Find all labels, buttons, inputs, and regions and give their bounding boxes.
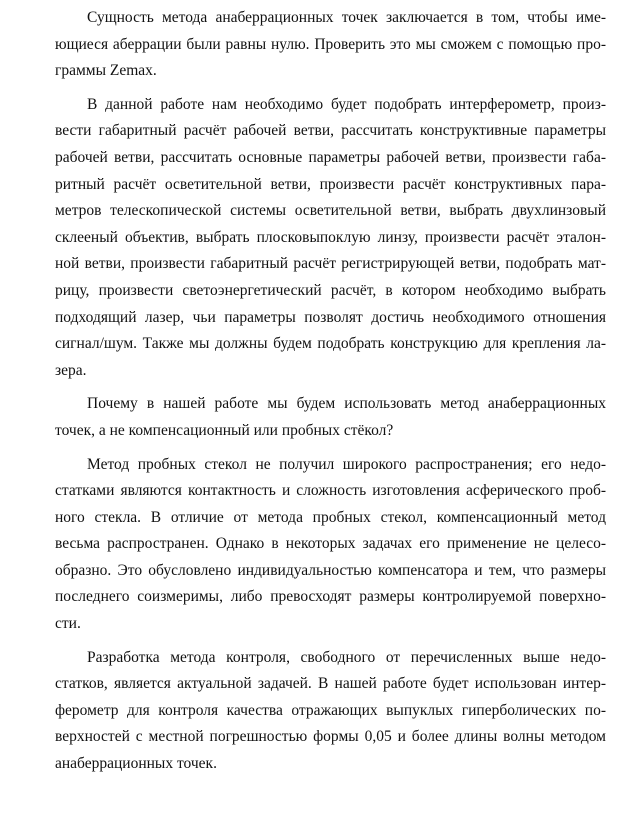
text-line: рабочей ветви, рассчитать основные параметры рабочей ветви, произвести габа- bbox=[55, 148, 606, 166]
paragraph bbox=[55, 92, 606, 385]
text-line: сигнал/шум. Также мы должны будем подобрать конструкцию для крепления ла- bbox=[55, 335, 606, 353]
paragraph bbox=[55, 5, 606, 85]
text-line: Разработка метода контроля, свободного от перечисленных выше недо- bbox=[87, 648, 606, 666]
text-line: склееный объектив, выбрать плосковыпоклую линзу, произвести расчёт эталон- bbox=[55, 228, 606, 246]
text-line: ферометр для контроля качества отражающих выпуклых гиперболических по- bbox=[55, 701, 606, 719]
paragraph-gap bbox=[55, 638, 606, 645]
text-line: ного стекла. В отличие от метода пробных стекол, компенсационный метод bbox=[55, 508, 606, 526]
text-line: рицу, произвести светоэнергетический расчёт, в котором необходимо выбрать bbox=[55, 281, 606, 299]
paragraph bbox=[55, 645, 606, 778]
text-line: образно. Это обусловлено индивидуальностью компенсатора и тем, что размеры bbox=[55, 561, 606, 579]
text-line: Метод пробных стекол не получил широкого распространения; его недо- bbox=[87, 455, 606, 473]
text-line: сти. bbox=[55, 615, 81, 633]
text-line: ритный расчёт осветительной ветви, произвести расчёт конструктивных пара- bbox=[55, 175, 606, 193]
text-line: статками являются контактность и сложность изготовления асферического проб- bbox=[55, 482, 606, 500]
body-text bbox=[55, 5, 606, 778]
text-line: метров телескопической системы осветительной ветви, выбрать двухлинзовый bbox=[55, 202, 606, 220]
text-line: ной ветви, произвести габаритный расчёт регистрирующей ветви, подобрать мат- bbox=[55, 255, 606, 273]
text-line: верхностей с местной погрешностью формы 0,05 и более длины волны методом bbox=[55, 728, 606, 746]
paragraph bbox=[55, 391, 606, 444]
paragraph-gap bbox=[55, 384, 606, 391]
text-line: Почему в нашей работе мы будем использовать метод анаберрационных bbox=[87, 395, 606, 413]
text-line: анаберрационных точек. bbox=[55, 755, 217, 773]
paragraph-gap bbox=[55, 445, 606, 452]
text-line: статков, является актуальной задачей. В нашей работе будет использован интер- bbox=[55, 675, 606, 693]
text-line: граммы Zemax. bbox=[55, 62, 157, 80]
text-line: Сущность метода анаберрационных точек заключается в том, чтобы име- bbox=[87, 9, 606, 26]
text-line: последнего соизмеримы, либо превосходят размеры контролируемой поверхно- bbox=[55, 588, 606, 606]
text-line: ющиеся аберрации были равны нулю. Проверить это мы сможем с помощью про- bbox=[55, 35, 606, 53]
paragraph-gap bbox=[55, 85, 606, 92]
text-line: вести габаритный расчёт рабочей ветви, рассчитать конструктивные параметры bbox=[55, 122, 606, 140]
paragraph bbox=[55, 452, 606, 638]
text-line: В данной работе нам необходимо будет подобрать интерферометр, произ- bbox=[87, 95, 606, 113]
text-line: подходящий лазер, чьи параметры позволят достичь необходимого отношения bbox=[55, 308, 606, 326]
text-line: весьма распространен. Однако в некоторых задачах его применение не целесо- bbox=[55, 535, 606, 553]
text-line: точек, а не компенсационный или пробных стёкол? bbox=[55, 421, 394, 439]
text-line: зера. bbox=[55, 361, 87, 379]
